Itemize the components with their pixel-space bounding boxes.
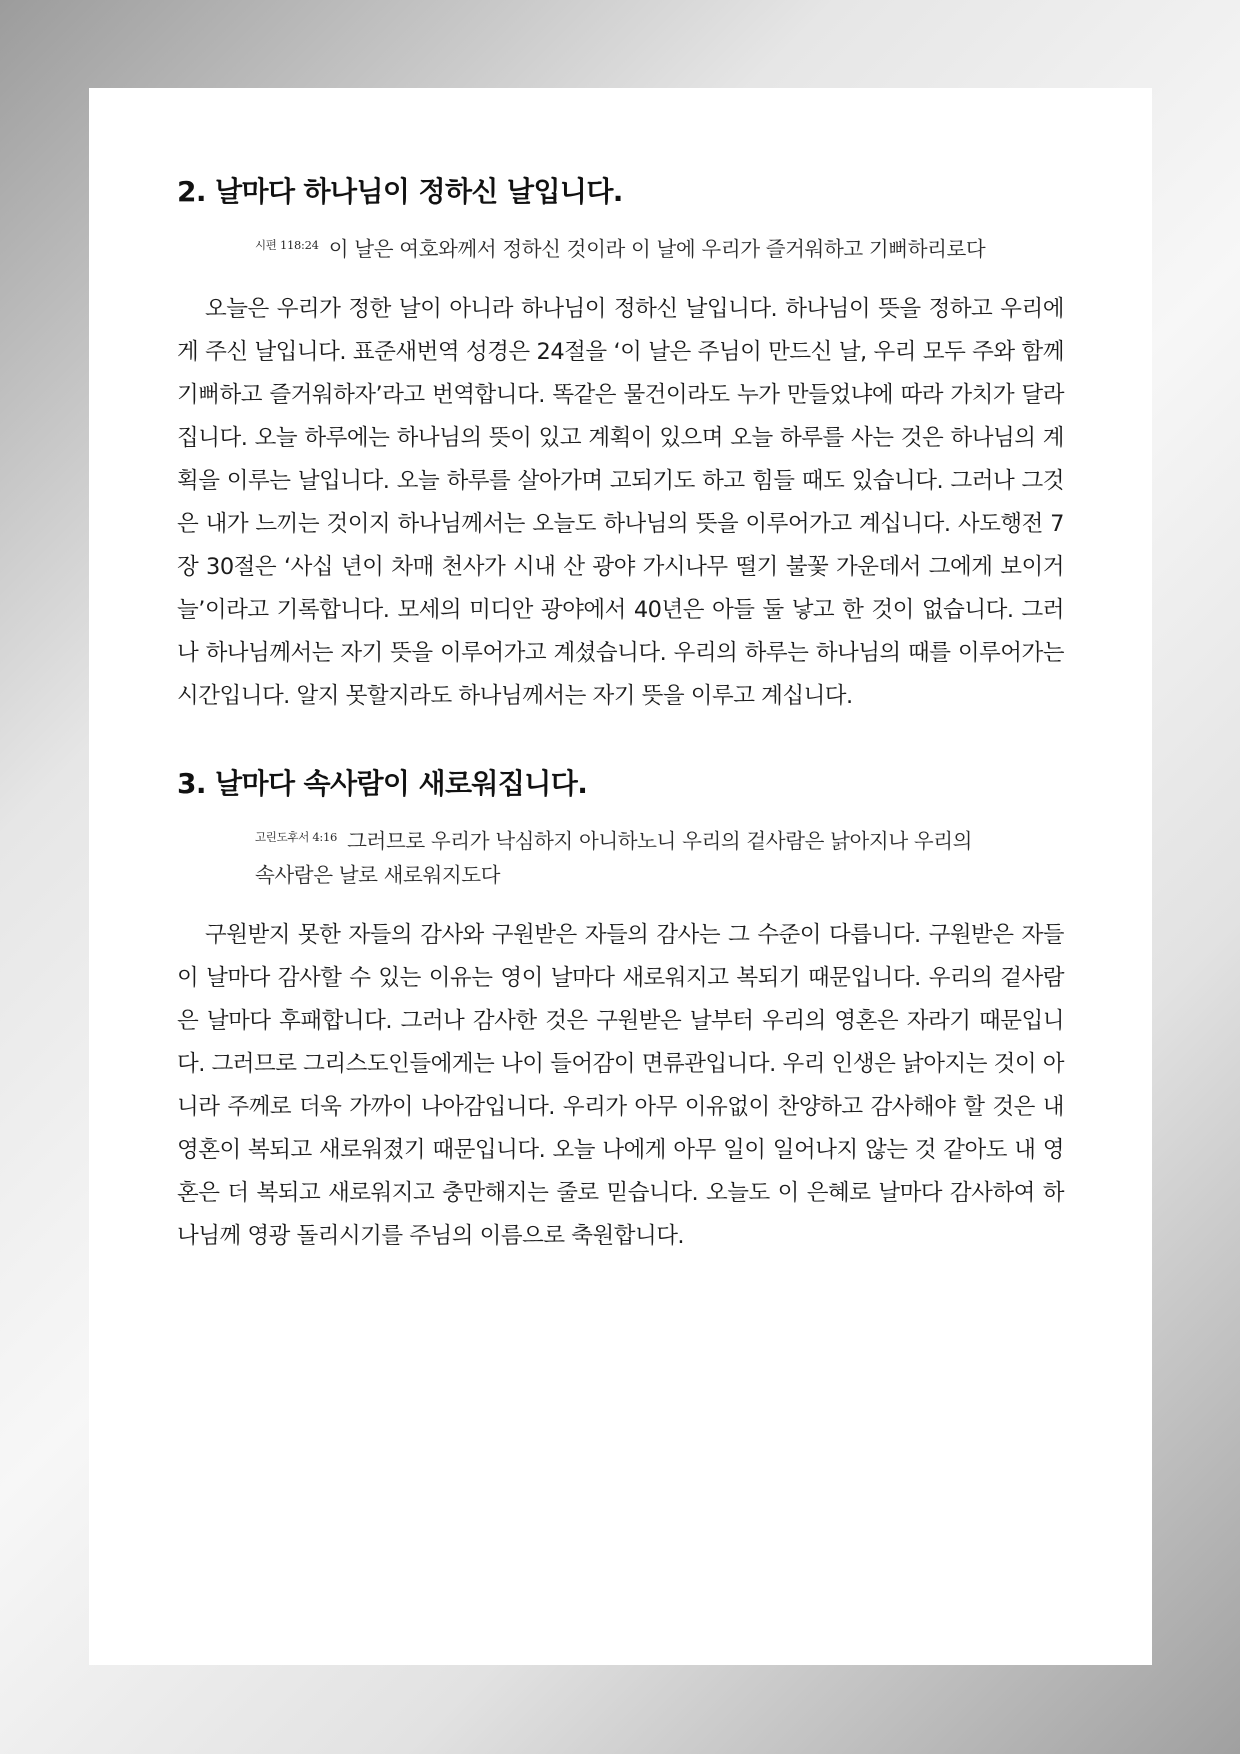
scripture-text: 이 날은 여호와께서 정하신 것이라 이 날에 우리가 즐거워하고 기뻐하리로다 — [328, 237, 986, 261]
body-paragraph: 구원받지 못한 자들의 감사와 구원받은 자들의 감사는 그 수준이 다릅니다. 구원받은 자들이 날마다 감사할 수 있는 이유는 영이 날마다 새로워지고 복되기 때문입니다. 우리의 겉사람은 날마다 후패합니다. 그러나 감사한 것은 구원받은 날부터 우리의 영혼은 자라기 때문입니다. 그러므로 그리스도인들에게는 나이 들어감이 면류관입니다. 우리 인생은 낡아지는 것이 아니라 주께로 더욱 가까이 나아감입니다. 우리가 아무 이유없이 찬양하고 감사해야 할 것은 내 영혼이 복되고 새로워졌기 때문입니다. 오늘 나에게 아무 일이 일어나지 않는 것 같아도 내 영혼은 더 복되고 새로워지고 충만해지는 줄로 믿습니다. 오늘도 이 은혜로 날마다 감사하여 하나님께 영광 돌리시기를 주님의 이름으로 축원합니다. — [177, 922, 1064, 1249]
scripture-text: 그러므로 우리가 낙심하지 아니하노니 우리의 겉사람은 낡아지나 우리의 속사람은 날로 새로워지도다 — [255, 829, 973, 887]
scripture-reference: 고린도후서 4:16 — [255, 830, 338, 844]
scripture-reference: 시편 118:24 — [255, 238, 319, 252]
scripture-quote — [177, 228, 1064, 266]
document-page — [89, 88, 1152, 1665]
body-paragraph: 오늘은 우리가 정한 날이 아니라 하나님이 정하신 날입니다. 하나님이 뜻을 정하고 우리에게 주신 날입니다. 표준새번역 성경은 24절을 ‘이 날은 주님이 만드신 날, 우리 모두 주와 함께 기뻐하고 즐거워하자’라고 번역합니다. 똑같은 물건이라도 누가 만들었냐에 따라 가치가 달라집니다. 오늘 하루에는 하나님의 뜻이 있고 계획이 있으며 오늘 하루를 사는 것은 하나님의 계획을 이루는 날입니다. 오늘 하루를 살아가며 고되기도 하고 힘들 때도 있습니다. 그러나 그것은 내가 느끼는 것이지 하나님께서는 오늘도 하나님의 뜻을 이루어가고 계십니다. 사도행전 7장 30절은 ‘사십 년이 차매 천사가 시내 산 광야 가시나무 떨기 불꽃 가운데서 그에게 보이거늘’이라고 기록합니다. 모세의 미디안 광야에서 40년은 아들 둘 낳고 한 것이 없습니다. 그러나 하나님께서는 자기 뜻을 이루어가고 계셨습니다. 우리의 하루는 하나님의 때를 이루어가는 시간입니다. 알지 못할지라도 하나님께서는 자기 뜻을 이루고 계십니다. — [177, 296, 1064, 709]
scripture-quote — [177, 820, 1064, 892]
section-heading: 2. 날마다 하나님이 정하신 날입니다. — [177, 175, 623, 208]
section-heading: 3. 날마다 속사람이 새로워집니다. — [177, 767, 588, 800]
